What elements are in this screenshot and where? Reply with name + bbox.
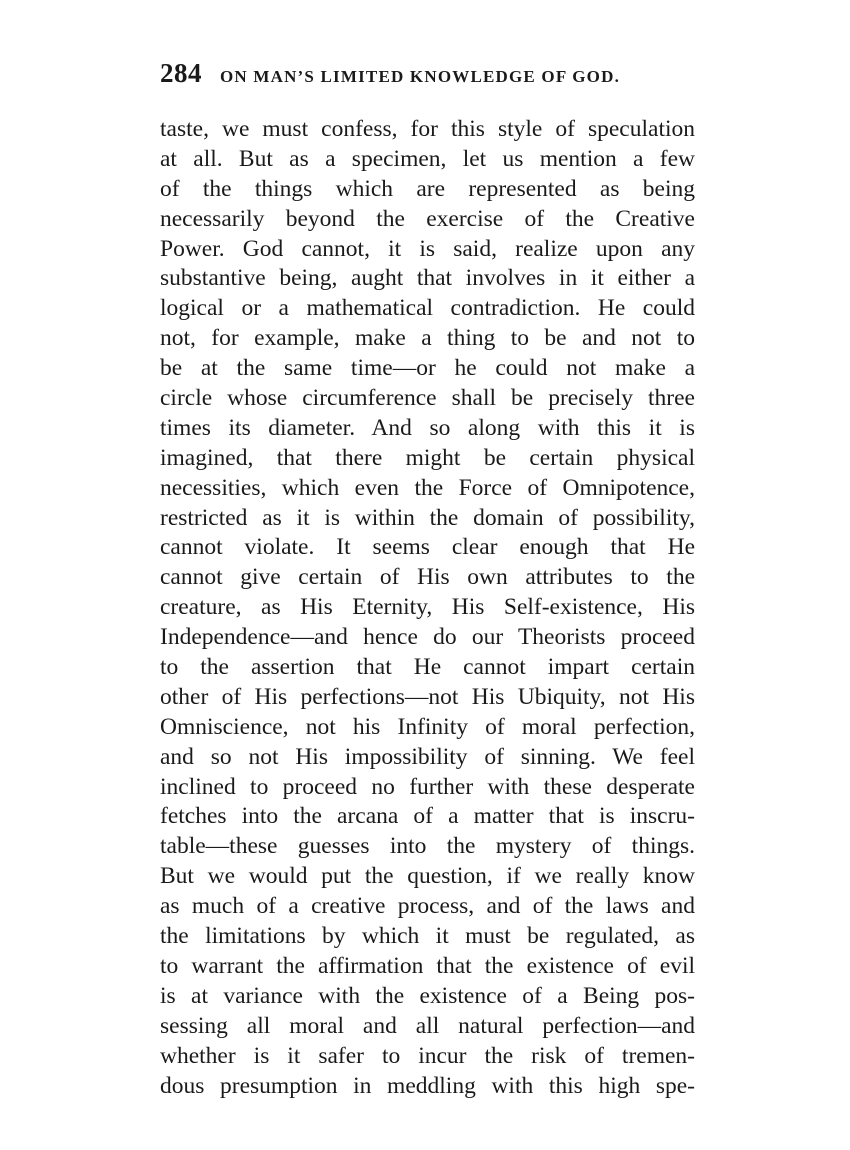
text-line: the limitations by which it must be regulated, as — [160, 923, 695, 950]
text-line: Power. God cannot, it is said, realize upon any — [160, 235, 695, 262]
text-line: not, for example, make a thing to be and not to — [160, 325, 695, 352]
page-number: 284 — [160, 58, 202, 88]
text-line: sessing all moral and all natural perfection—and — [160, 1012, 695, 1039]
text-line: at all. But as a specimen, let us mention a few — [160, 145, 695, 172]
text-line: to warrant the affirmation that the existence of evil — [160, 952, 695, 979]
text-line: and so not His impossibility of sinning. We feel — [160, 743, 695, 770]
text-line: fetches into the arcana of a matter that is inscru- — [160, 803, 695, 830]
text-line: circle whose circumference shall be precisely three — [160, 385, 695, 412]
text-line: dous presumption in meddling with this high spe- — [160, 1072, 695, 1099]
text-line: necessarily beyond the exercise of the Creative — [160, 205, 695, 232]
text-line: But we would put the question, if we really know — [160, 863, 695, 890]
text-line: other of His perfections—not His Ubiquity, not His — [160, 683, 695, 710]
text-line: substantive being, aught that involves in it either a — [160, 265, 695, 292]
text-line: taste, we must confess, for this style of speculation — [160, 116, 695, 142]
text-line: logical or a mathematical contradiction. He could — [160, 295, 695, 322]
body-text — [160, 115, 695, 1101]
text-line: be at the same time—or he could not make a — [160, 355, 695, 382]
running-head — [160, 58, 700, 92]
text-line: whether is it safer to incur the risk of tremen- — [160, 1042, 695, 1069]
text-line: imagined, that there might be certain physical — [160, 444, 695, 471]
text-line: necessities, which even the Force of Omnipotence, — [160, 474, 695, 501]
text-line: times its diameter. And so along with this it is — [160, 414, 695, 441]
text-line: cannot violate. It seems clear enough that He — [160, 534, 695, 561]
text-line: is at variance with the existence of a Being pos- — [160, 982, 695, 1009]
text-line: inclined to proceed no further with these desperate — [160, 773, 695, 800]
text-line: Independence—and hence do our Theorists proceed — [160, 624, 695, 651]
text-line: restricted as it is within the domain of possibility, — [160, 504, 695, 531]
text-line: table—these guesses into the mystery of things. — [160, 833, 695, 860]
text-line: cannot give certain of His own attributes to the — [160, 564, 695, 591]
text-line: to the assertion that He cannot impart certain — [160, 654, 695, 681]
text-line: Omniscience, not his Infinity of moral perfection, — [160, 713, 695, 740]
text-line: as much of a creative process, and of the laws and — [160, 893, 695, 920]
text-line: of the things which are represented as being — [160, 175, 695, 202]
running-title: ON MAN’S LIMITED KNOWLEDGE OF GOD. — [220, 67, 621, 86]
text-line: creature, as His Eternity, His Self-existence, His — [160, 594, 695, 621]
